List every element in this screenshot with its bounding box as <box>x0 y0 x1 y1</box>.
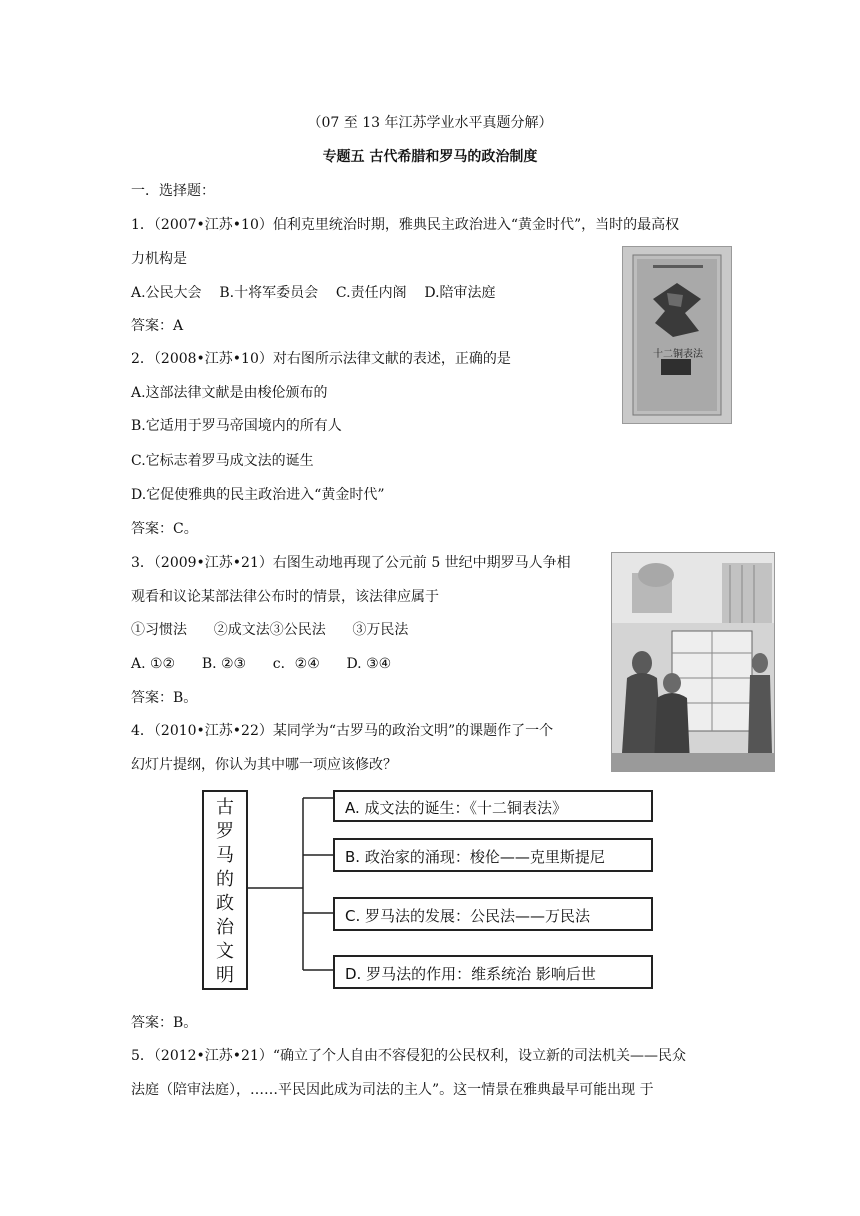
branch-d-text: D. 罗马法的作用：维系统治 影响后世 <box>345 965 596 983</box>
q4-stem-2: 幻灯片提纲，你认为其中哪一项应该修改？ <box>131 757 397 773</box>
twelve-tables-book-image <box>622 246 732 424</box>
q1-stem-2: 力机构是 <box>131 251 187 267</box>
q3-answer: 答案：B。 <box>131 690 198 706</box>
q4-answer: 答案：B。 <box>131 1015 198 1031</box>
branch-b-text: B. 政治家的涌现：梭伦——克里斯提尼 <box>345 848 605 866</box>
book-title-text: 十二铜表法 <box>653 349 703 360</box>
q2-option-d: D.它促使雅典的民主政治进入“黄金时代” <box>131 487 385 503</box>
q1-options: A.公民大会 B.十将军委员会 C.责任内阁 D.陪审法庭 <box>131 285 496 301</box>
q1-stem-1: 1．（2007•江苏•10）伯利克里统治时期，雅典民主政治进入“黄金时代”，当时的最高权 <box>131 217 680 233</box>
root-char: 明 <box>216 965 234 986</box>
diagram-branch-c <box>333 897 653 931</box>
root-char: 政 <box>216 893 234 914</box>
root-char: 的 <box>216 869 234 890</box>
branch-c-text: C. 罗马法的发展：公民法——万民法 <box>345 907 591 925</box>
section-heading: 一．选择题： <box>131 183 215 199</box>
q2-answer: 答案：C。 <box>131 521 198 537</box>
diagram-branch-d <box>333 955 653 989</box>
branch-a-text: A. 成文法的诞生：《十二铜表法》 <box>345 799 568 817</box>
roman-law-scene-image <box>611 552 775 772</box>
q2-stem: 2．（2008•江苏•10）对右图所示法律文献的表述，正确的是 <box>131 351 511 367</box>
diagram-branch-a <box>333 790 653 822</box>
diagram-branch-b <box>333 838 653 872</box>
q3-stem-2: 观看和议论某部法律公布时的情景，该法律应属于 <box>131 589 439 605</box>
q2-option-b: B.它适用于罗马帝国境内的所有人 <box>131 418 342 434</box>
outline-diagram <box>185 780 665 1000</box>
q3-items: ①习惯法 ②成文法③公民法 ③万民法 <box>131 622 409 638</box>
root-char: 文 <box>216 941 234 962</box>
q2-option-a: A.这部法律文献是由梭伦颁布的 <box>131 385 328 401</box>
q3-options: A. ①② B. ②③ c．②④ D. ③④ <box>131 656 392 672</box>
subtitle: （07 至 13 年江苏学业水平真题分解） <box>307 115 553 131</box>
page-title: 专题五 古代希腊和罗马的政治制度 <box>322 149 538 165</box>
root-char: 马 <box>216 845 234 866</box>
q1-answer: 答案：A <box>131 318 184 334</box>
q2-option-c: C.它标志着罗马成文法的诞生 <box>131 453 314 469</box>
root-char: 罗 <box>216 821 234 842</box>
root-char: 治 <box>216 917 234 938</box>
root-char: 古 <box>216 797 234 818</box>
q3-stem-1: 3．（2009•江苏•21）右图生动地再现了公元前 5 世纪中期罗马人争相 <box>131 555 571 571</box>
q4-stem-1: 4．（2010•江苏•22）某同学为“古罗马的政治文明”的课题作了一个 <box>131 723 554 739</box>
q5-stem-1: 5．（2012•江苏•21）“确立了个人自由不容侵犯的公民权利，设立新的司法机关——民众 <box>131 1048 687 1064</box>
q5-stem-2: 法庭（陪审法庭），……平民因此成为司法的主人”。这一情景在雅典最早可能出现 于 <box>131 1082 654 1098</box>
